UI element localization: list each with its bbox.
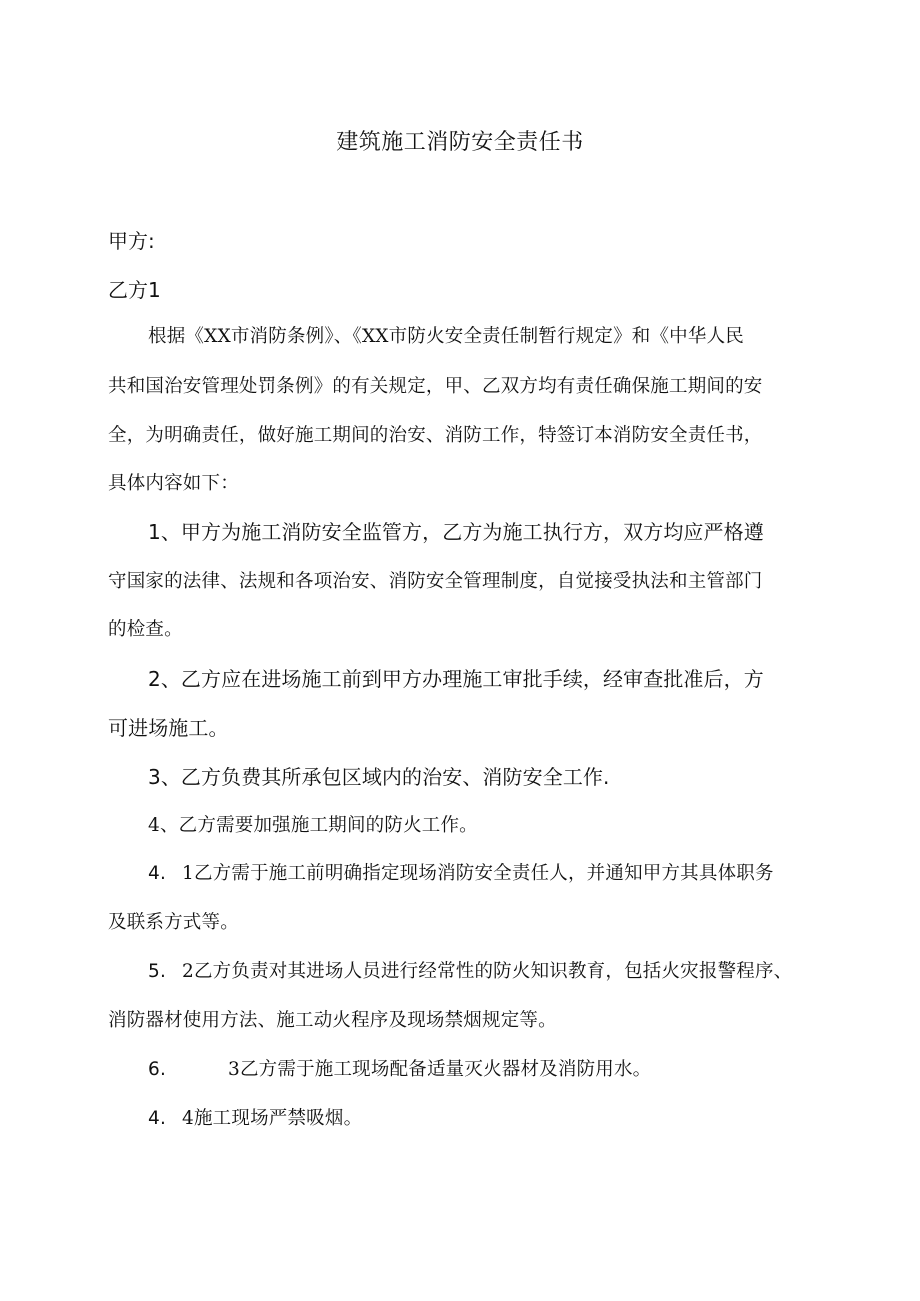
party-b-label: 乙方1 [108,278,161,302]
document-title: 建筑施工消防安全责任书 [336,130,584,155]
item-1-line-2: 守国家的法律、法规和各项治安、消防安全管理制度，自觉接受执法和主管部门 [108,571,763,592]
item-6-line [148,1055,651,1085]
item-4-4-number: 4. [148,1108,167,1129]
item-5-line-2: 消防器材使用方法、施工动火程序及现场禁烟规定等。 [108,1010,557,1031]
item-5-number: 5. [148,961,167,982]
item-6-number: 6. [148,1059,167,1080]
item-2-line-2: 可进场施工。 [108,716,229,740]
item-4-4-text: 4施工现场严禁吸烟。 [182,1108,363,1129]
item-2-line-1: 2、乙方应在进场施工前到甲方办理施工审批手续，经审查批准后，方 [148,667,764,691]
item-4: 4、乙方需要加强施工期间的防火工作。 [148,815,478,836]
item-6-text: 3乙方需于施工现场配备适量灭火器材及消防用水。 [228,1059,652,1080]
item-4-1-number: 4. [148,863,167,884]
intro-line-3: 全，为明确责任，做好施工期间的治安、消防工作，特签订本消防安全责任书， [108,425,763,446]
intro-line-2: 共和国治安管理处罚条例》的有关规定，甲、乙双方均有责任确保施工期间的安 [108,376,763,397]
item-4-1-line-1 [148,859,774,889]
item-5-line-1 [148,957,792,987]
intro-line-1: 根据《XX市消防条例》、《XX市防火安全责任制暂行规定》和《中华人民 [148,326,744,347]
item-1-line-3: 的检查。 [108,619,183,640]
intro-line-4: 具体内容如下： [108,473,239,494]
party-a-label: 甲方: [108,229,155,253]
item-4-4-line [148,1104,362,1134]
item-4-1-line-2: 及联系方式等。 [108,912,239,933]
item-5-text: 2乙方负责对其进场人员进行经常性的防火知识教育，包括火灾报警程序、 [182,961,793,982]
item-1-lead: 1、甲方为施工消防安全监管方，乙方为施工执行方，双方均应严格遵 [148,520,764,544]
item-3: 3、乙方负费其所承包区域内的治安、消防安全工作. [148,765,610,789]
item-4-1-text: 1乙方需于施工前明确指定现场消防安全责任人，并通知甲方其具体职务 [182,863,774,884]
